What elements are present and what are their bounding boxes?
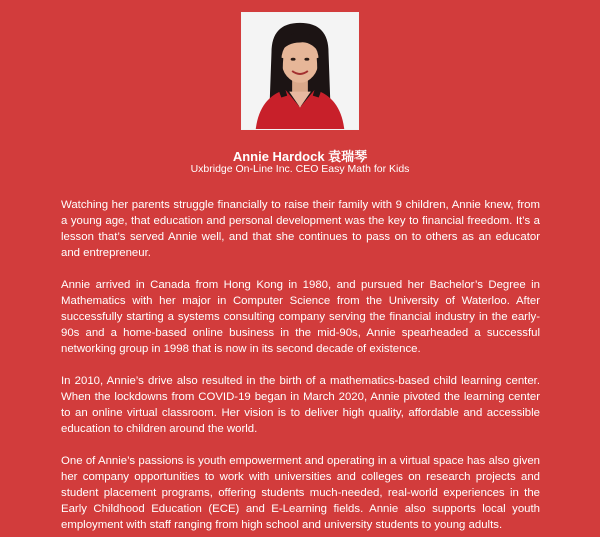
bio-section	[61, 197, 540, 537]
profile-name: Annie Hardock 袁瑞琴	[232, 149, 368, 164]
bio-paragraph: In 2010, Annie’s drive also resulted in the birth of a mathematics-based child learning center. When the lockdowns from COVID-19 began in March 2020, Annie pivoted the learning center to an online virtual classroom. Her vision is to deliver high quality, affordable and accessible education to children around the world.	[61, 375, 540, 435]
bio-paragraph: Annie arrived in Canada from Hong Kong in 1980, and pursued her Bachelor’s Degree in Mathematics with her major in Computer Science from the University of Waterloo. After successfully starting a systems consulting company serving the financial industry in the early-90s and a home-based online business in the mid-90s, Annie spearheaded a successful networking group in 1998 that is now in its second decade of existence.	[61, 279, 540, 355]
portrait-illustration	[242, 13, 358, 129]
bio-paragraph: One of Annie’s passions is youth empowerment and operating in a virtual space has also given her company opportunities to work with universities and colleges on research projects and student placement programs, offering students much-needed, real-world experiences in the Early Childhood Education (ECE) and E-Learning fields. Annie also supports local youth employment with staff ranging from high school and university students to young adults.	[61, 455, 540, 531]
bio-paragraph: Watching her parents struggle financially to raise their family with 9 children, Annie knew, from a young age, that education and personal development was the key to financial freedom. It’s a lesson that’s served Annie well, and that she continues to pass on to others as an educator and entrepreneur.	[61, 199, 540, 259]
profile-title: Uxbridge On-Line Inc. CEO Easy Math for Kids	[190, 163, 410, 175]
profile-photo	[241, 12, 359, 130]
